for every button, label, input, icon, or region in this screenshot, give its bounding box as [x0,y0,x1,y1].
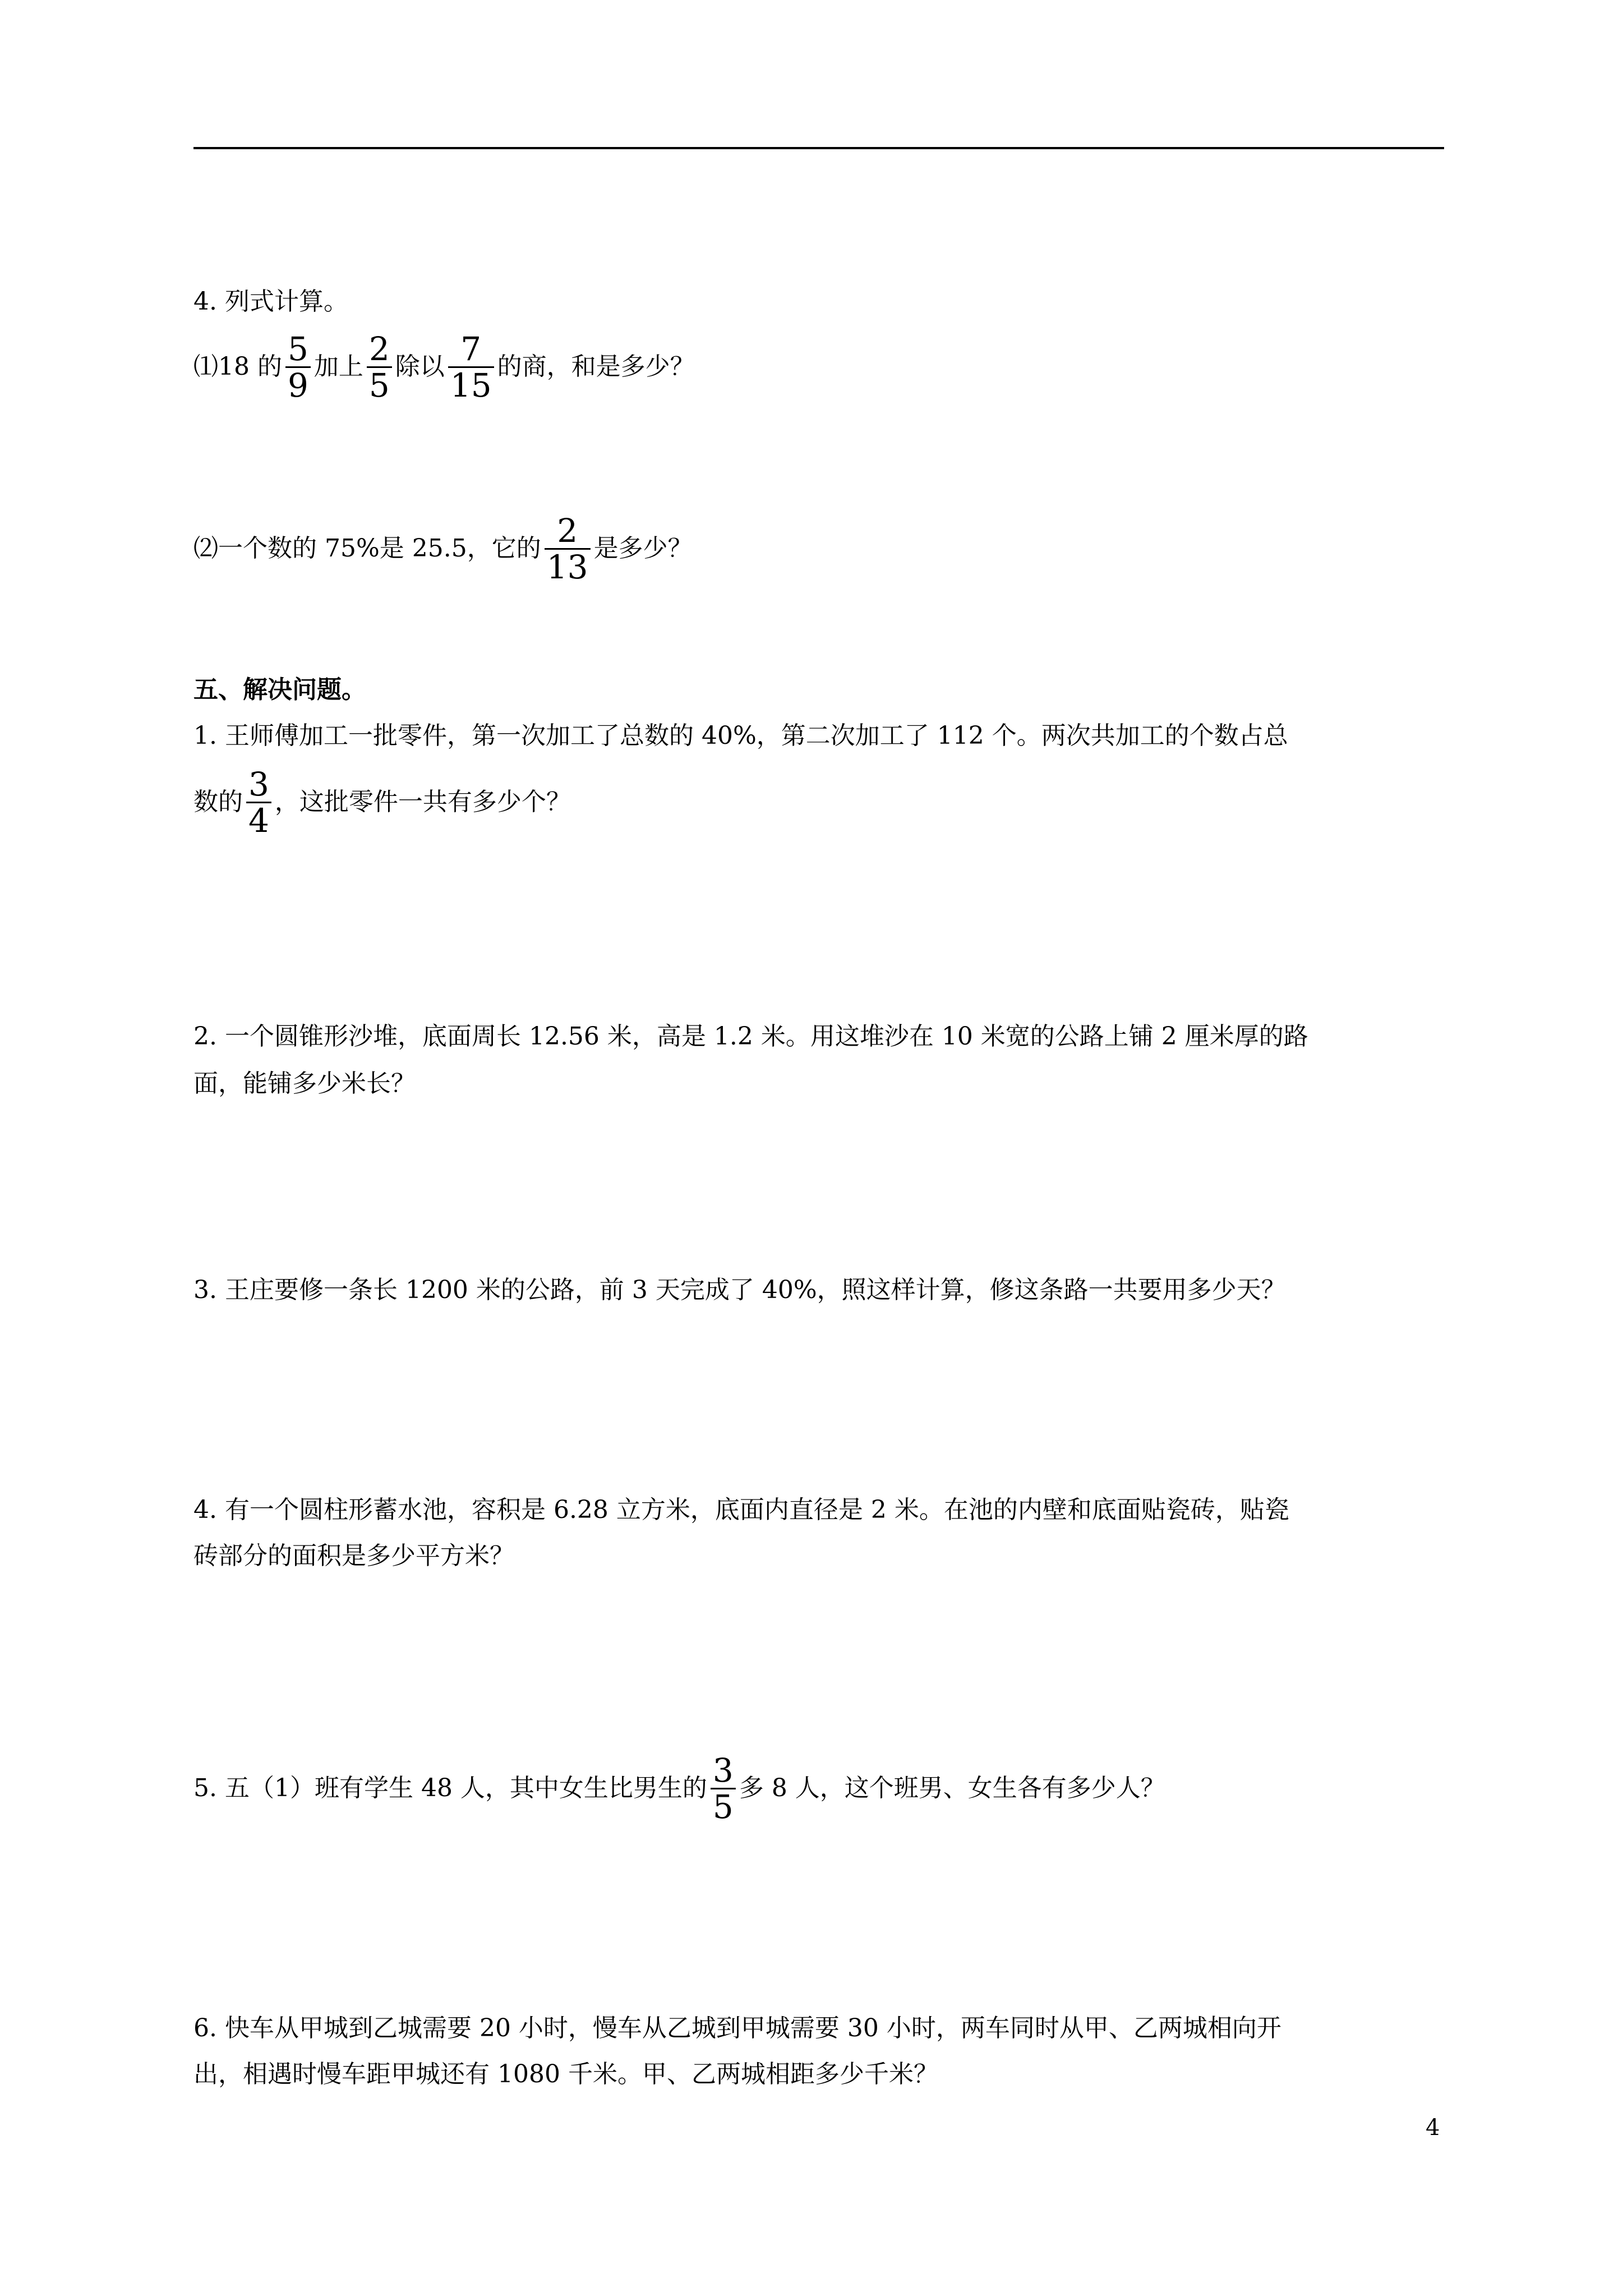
s5-q6-line2 [193,2058,938,2091]
fraction-2-5 [367,329,392,404]
fraction-numerator: 2 [557,511,578,550]
q4-part1 [193,316,695,417]
s5-q6-line2-text: 出，相遇时慢车距甲城还有 1080 千米。甲、乙两城相距多少千米？ [193,2060,938,2088]
s5-q4-line1-text: 4. 有一个圆柱形蓄水池，容积是 6.28 立方米，底面内直径是 2 米。在池的内壁和底面贴瓷砖，贴瓷 [193,1496,1289,1524]
s5-q2-line1 [193,1020,1308,1053]
fraction-5-9 [285,329,311,404]
s5-q1-line2 [193,752,571,853]
s5-q5-text-b: 多 8 人，这个班男、女生各有多少人？ [739,1774,1165,1802]
s5-q5-text-a: 5. 五（1）班有学生 48 人，其中女生比男生的 [193,1774,707,1802]
fraction-3-4 [246,767,271,838]
fraction-3-5 [711,1753,736,1824]
page-number: 4 [1426,2115,1440,2141]
q4-part1-text-d: 的商，和是多少？ [497,352,695,381]
section5-title-text: 五、解决问题。 [193,675,366,704]
fraction-denominator: 4 [248,801,269,840]
s5-q3-line1-text: 3. 王庄要修一条长 1200 米的公路，前 3 天完成了 40%，照这样计算，修这条路一共要用多少天？ [193,1276,1286,1304]
s5-q4-line1 [193,1493,1289,1527]
s5-q5 [193,1738,1165,1839]
q4-part2-text-a: ⑵一个数的 75%是 25.5，它的 [193,534,541,563]
s5-q2-line2-text: 面，能铺多少米长？ [193,1069,416,1098]
s5-q4-line2 [193,1539,514,1573]
fraction-denominator: 13 [546,547,588,586]
s5-q2-line2 [193,1067,416,1101]
s5-q1-line1 [193,719,1288,753]
header-rule [193,147,1444,149]
q4-title [193,285,348,319]
s5-q1-line1-text: 1. 王师傅加工一批零件，第一次加工了总数的 40%，第二次加工了 112 个。两次共加工的个数占总 [193,721,1288,750]
s5-q3-line1 [193,1273,1286,1307]
fraction-numerator: 5 [287,329,308,368]
fraction-7-15 [448,329,494,404]
fraction-denominator: 5 [712,1787,734,1826]
q4-part1-text-c: 除以 [395,352,445,381]
fraction-2-13 [545,513,591,585]
s5-q6-line1 [193,2012,1281,2045]
s5-q1-text-b: ，这批零件一共有多少个？ [274,788,571,816]
fraction-numerator: 2 [368,329,390,368]
s5-q1-text-a: 数的 [193,788,243,816]
q4-title-text: 4. 列式计算。 [193,287,348,316]
section5-title [193,673,366,707]
fraction-numerator: 3 [712,1751,734,1789]
q4-part2-text-b: 是多少？ [593,534,693,563]
fraction-numerator: 3 [248,765,269,803]
fraction-numerator: 7 [460,329,482,368]
q4-part2 [193,498,693,599]
s5-q6-line1-text: 6. 快车从甲城到乙城需要 20 小时，慢车从乙城到甲城需要 30 小时，两车同时从甲、乙两城相向开 [193,2014,1281,2042]
fraction-denominator: 5 [368,366,390,404]
fraction-denominator: 9 [287,366,308,404]
s5-q4-line2-text: 砖部分的面积是多少平方米？ [193,1542,514,1570]
q4-part1-text-b: 加上 [313,352,363,381]
q4-part1-text-a: ⑴18 的 [193,352,282,381]
s5-q2-line1-text: 2. 一个圆锥形沙堆，底面周长 12.56 米，高是 1.2 米。用这堆沙在 10 米宽的公路上铺 2 厘米厚的路 [193,1022,1308,1051]
fraction-denominator: 15 [450,366,492,404]
